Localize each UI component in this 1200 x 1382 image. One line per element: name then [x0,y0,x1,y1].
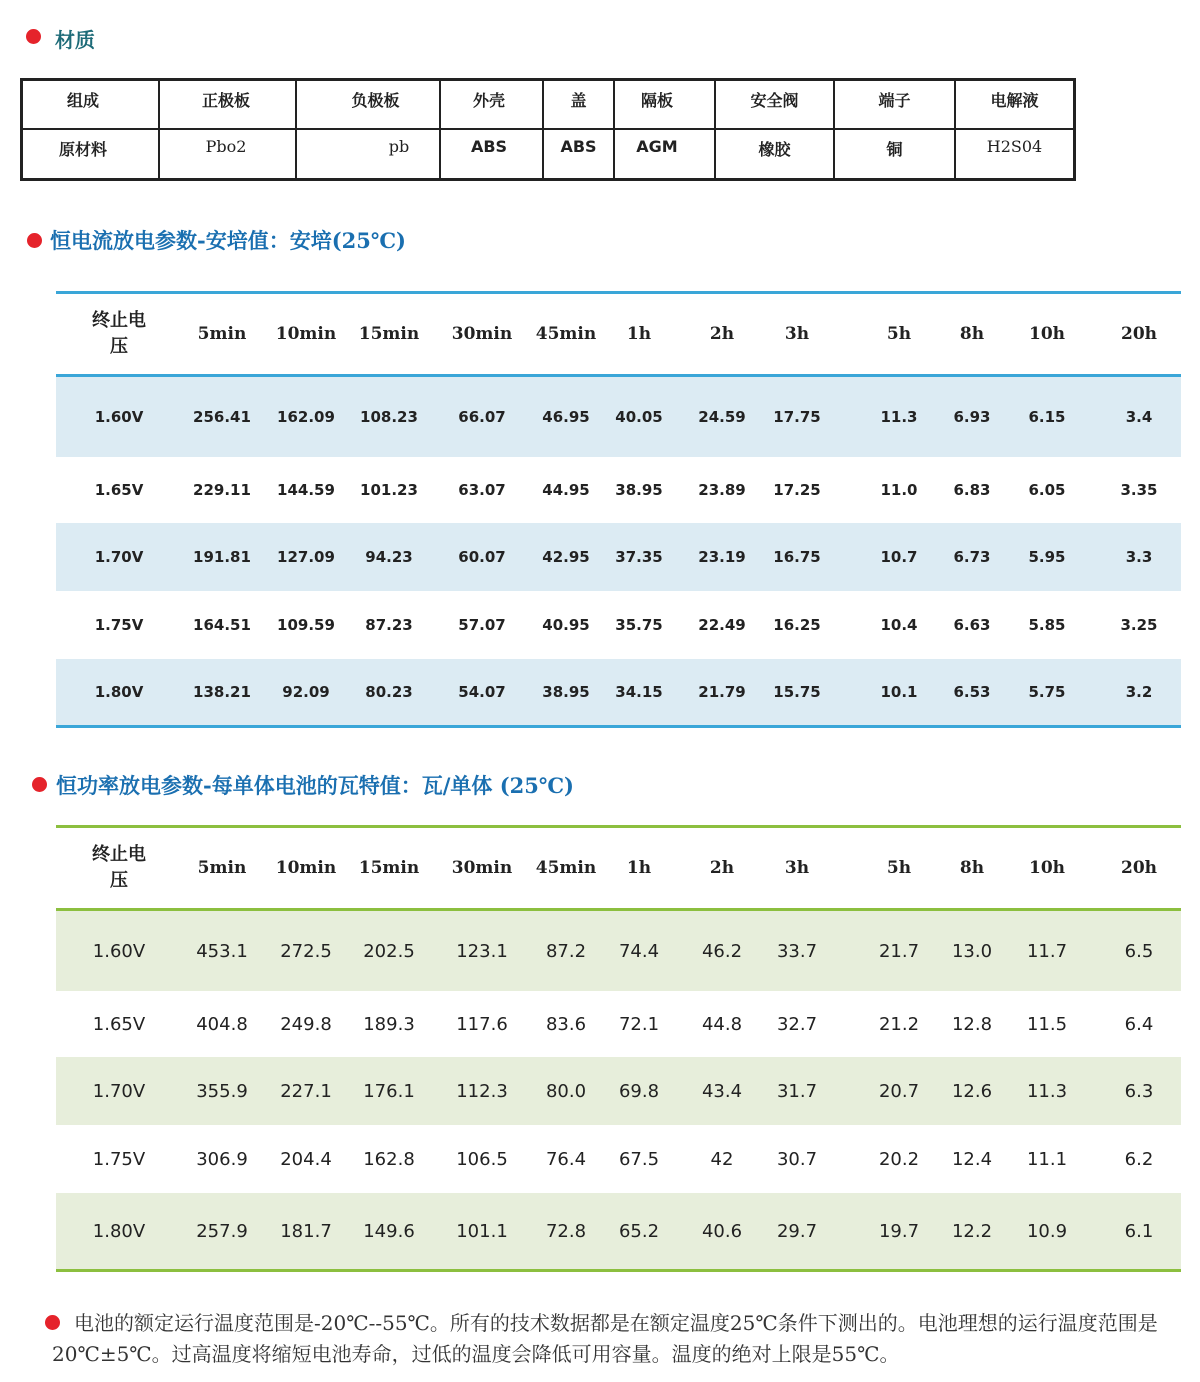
table-cell: 106.5 [456,1148,508,1170]
table-cell: 12.8 [951,1013,993,1035]
column-header: 15min [358,858,420,878]
table-cell: 22.49 [698,616,746,634]
table-cell: 21.2 [878,1013,920,1035]
row-voltage-label: 1.80V [92,1220,146,1242]
table-cell: 306.9 [196,1148,248,1170]
table-cell: 11.7 [1026,940,1068,962]
table-cell: 31.7 [776,1080,818,1102]
table-cell: 138.21 [193,683,251,701]
table-cell: 249.8 [280,1013,332,1035]
bullet-icon [32,777,47,792]
table-cell: 65.2 [618,1220,660,1242]
materials-header-cell: 外壳 [441,81,544,130]
table-cell: 3.25 [1120,616,1158,634]
materials-header-cell: 盖 [544,81,615,130]
materials-value-cell: Pbo2 [160,130,297,179]
table-cell: 144.59 [277,481,335,499]
table-cell: 10.7 [880,548,918,566]
table-header-row [56,828,1181,908]
table-cell: 46.95 [542,408,590,426]
materials-value-cell: H2S04 [986,136,1043,156]
materials-header-cell: 安全阀 [716,81,835,130]
materials-header-cell: 电解液 [956,81,1073,130]
table-cell: 101.23 [360,481,418,499]
row-voltage-label: 1.75V [92,1148,146,1170]
table-cell: 6.53 [953,683,991,701]
column-header: 10h [1028,324,1066,344]
column-header: 5h [886,858,912,878]
table-cell: 23.89 [698,481,746,499]
table-cell: 34.15 [615,683,663,701]
table-cell: 46.2 [701,940,743,962]
table-cell: 40.95 [542,616,590,634]
table-cell: 5.95 [1028,548,1066,566]
table-cell: 63.07 [458,481,506,499]
table-cell: 74.4 [618,940,660,962]
table-cell: 21.79 [698,683,746,701]
table-cell: 38.95 [615,481,663,499]
table-cell: 355.9 [196,1080,248,1102]
materials-header-cell: 隔板 [615,81,716,130]
table-cell: 67.5 [618,1148,660,1170]
current-table-title: 恒电流放电参数-安培值：安培(25℃) [50,228,406,253]
table-cell: 11.1 [1026,1148,1068,1170]
table-cell: 12.6 [951,1080,993,1102]
table-cell: 38.95 [542,683,590,701]
table-cell: 16.75 [773,548,821,566]
table-cell: 6.83 [953,481,991,499]
column-header: 15min [358,324,420,344]
table-cell: 3.4 [1125,408,1153,426]
column-header: 30min [451,324,513,344]
table-cell: 176.1 [363,1080,415,1102]
materials-value-cell: ABS [544,130,615,179]
table-cell: 189.3 [363,1013,415,1035]
column-header: 5min [197,324,247,344]
column-header: 5h [886,324,912,344]
table-cell: 72.1 [618,1013,660,1035]
table-cell: 17.25 [773,481,821,499]
table-cell: 44.8 [701,1013,743,1035]
column-header: 5min [197,858,247,878]
materials-header-cell: 组成 [23,81,160,130]
table-cell: 11.3 [880,408,918,426]
table-cell: 204.4 [280,1148,332,1170]
table-cell: 3.3 [1125,548,1153,566]
column-header: 3h [784,324,810,344]
table-cell: 42.95 [542,548,590,566]
table-cell: 15.75 [773,683,821,701]
table-bottom-rule [56,1269,1181,1272]
column-header: 30min [451,858,513,878]
table-row [56,591,1181,659]
column-header: 2h [709,324,735,344]
table-cell: 149.6 [363,1220,415,1242]
column-header: 20h [1120,324,1158,344]
table-cell: 43.4 [701,1080,743,1102]
table-cell: 229.11 [193,481,251,499]
table-row [56,377,1181,457]
table-row [56,1193,1181,1269]
table-cell: 72.8 [545,1220,587,1242]
column-header: 终止电压 [92,844,146,891]
table-cell: 257.9 [196,1220,248,1242]
table-cell: 112.3 [456,1080,508,1102]
table-cell: 87.2 [545,940,587,962]
table-cell: 87.23 [365,616,413,634]
table-cell: 66.07 [458,408,506,426]
table-cell: 5.75 [1028,683,1066,701]
table-cell: 6.63 [953,616,991,634]
row-voltage-label: 1.75V [94,616,144,634]
table-cell: 6.2 [1124,1148,1154,1170]
table-cell: 37.35 [615,548,663,566]
table-cell: 33.7 [776,940,818,962]
column-header: 10min [275,324,337,344]
table-cell: 6.3 [1124,1080,1154,1102]
row-voltage-label: 1.80V [94,683,144,701]
table-cell: 6.73 [953,548,991,566]
table-cell: 92.09 [282,683,330,701]
column-header: 终止电压 [92,310,146,357]
row-voltage-label: 1.60V [92,940,146,962]
table-cell: 17.75 [773,408,821,426]
table-cell: 191.81 [193,548,251,566]
table-cell: 117.6 [456,1013,508,1035]
table-row [56,1125,1181,1193]
power-discharge-table [56,825,1181,1272]
table-cell: 162.8 [363,1148,415,1170]
table-cell: 40.05 [615,408,663,426]
column-header: 2h [709,858,735,878]
table-cell: 32.7 [776,1013,818,1035]
table-cell: 108.23 [360,408,418,426]
table-cell: 10.4 [880,616,918,634]
table-cell: 54.07 [458,683,506,701]
materials-title: 材质 [55,28,95,52]
materials-header-cell: 负极板 [297,81,441,130]
table-cell: 20.7 [878,1080,920,1102]
table-cell: 83.6 [545,1013,587,1035]
table-row [56,911,1181,991]
column-header: 3h [784,858,810,878]
table-cell: 35.75 [615,616,663,634]
row-voltage-label: 1.70V [94,548,144,566]
table-cell: 21.7 [878,940,920,962]
materials-value-cell: 橡胶 [716,130,835,179]
table-row [56,523,1181,591]
table-cell: 12.2 [951,1220,993,1242]
column-header: 45min [535,858,597,878]
table-cell: 10.9 [1026,1220,1068,1242]
table-cell: 40.6 [701,1220,743,1242]
table-cell: 123.1 [456,940,508,962]
table-cell: 256.41 [193,408,251,426]
table-cell: 272.5 [280,940,332,962]
table-cell: 20.2 [878,1148,920,1170]
table-cell: 24.59 [698,408,746,426]
materials-value-cell: 原材料 [23,130,160,179]
row-voltage-label: 1.65V [94,481,144,499]
table-cell: 6.5 [1124,940,1154,962]
materials-value-cell: ABS [441,130,544,179]
table-cell: 60.07 [458,548,506,566]
table-cell: 109.59 [277,616,335,634]
table-cell: 12.4 [951,1148,993,1170]
table-cell: 6.93 [953,408,991,426]
table-row [56,1057,1181,1125]
table-cell: 76.4 [545,1148,587,1170]
materials-value-cell: AGM [615,130,716,179]
column-header: 1h [626,858,652,878]
materials-header-cell: 正极板 [160,81,297,130]
column-header: 8h [959,324,985,344]
table-cell: 101.1 [456,1220,508,1242]
table-cell: 13.0 [951,940,993,962]
materials-header-cell: 端子 [835,81,956,130]
table-cell: 6.15 [1028,408,1066,426]
row-voltage-label: 1.70V [92,1080,146,1102]
table-cell: 57.07 [458,616,506,634]
table-cell: 42 [710,1148,734,1170]
table-cell: 162.09 [277,408,335,426]
table-cell: 3.2 [1125,683,1153,701]
table-header-row [56,294,1181,374]
table-cell: 6.1 [1124,1220,1154,1242]
table-cell: 69.8 [618,1080,660,1102]
column-header: 8h [959,858,985,878]
current-discharge-table [56,291,1181,728]
table-cell: 181.7 [280,1220,332,1242]
table-cell: 227.1 [280,1080,332,1102]
table-row [56,457,1181,523]
table-cell: 10.1 [880,683,918,701]
table-bottom-rule [56,725,1181,728]
column-header: 1h [626,324,652,344]
table-row [56,659,1181,725]
table-cell: 19.7 [878,1220,920,1242]
bullet-icon [27,233,42,248]
table-cell: 453.1 [196,940,248,962]
materials-table [20,78,1076,181]
table-row [56,991,1181,1057]
table-cell: 3.35 [1120,481,1158,499]
table-cell: 404.8 [196,1013,248,1035]
table-cell: 6.4 [1124,1013,1154,1035]
row-voltage-label: 1.60V [94,408,144,426]
materials-value-cell: pb [297,130,441,179]
table-cell: 94.23 [365,548,413,566]
table-cell: 5.85 [1028,616,1066,634]
table-cell: 11.5 [1026,1013,1068,1035]
temperature-note: 电池的额定运行温度范围是-20℃--55℃。所有的技术数据都是在额定温度25℃条件下测出的。电池理想的运行温度范围是20℃±5℃。过高温度将缩短电池寿命，过低的温度会降低可用容量。温度的绝对上限是55℃。 [52,1311,1158,1366]
table-cell: 44.95 [542,481,590,499]
table-cell: 80.23 [365,683,413,701]
table-cell: 30.7 [776,1148,818,1170]
row-voltage-label: 1.65V [92,1013,146,1035]
column-header: 20h [1120,858,1158,878]
table-cell: 80.0 [545,1080,587,1102]
table-cell: 127.09 [277,548,335,566]
table-cell: 202.5 [363,940,415,962]
materials-value-cell: 铜 [835,130,956,179]
table-cell: 11.3 [1026,1080,1068,1102]
table-cell: 16.25 [773,616,821,634]
table-cell: 23.19 [698,548,746,566]
power-table-title: 恒功率放电参数-每单体电池的瓦特值：瓦/单体 (25℃) [56,773,574,798]
column-header: 45min [535,324,597,344]
table-cell: 11.0 [880,481,918,499]
table-cell: 29.7 [776,1220,818,1242]
column-header: 10min [275,858,337,878]
table-cell: 164.51 [193,616,251,634]
column-header: 10h [1028,858,1066,878]
bullet-icon [26,29,41,44]
table-cell: 6.05 [1028,481,1066,499]
